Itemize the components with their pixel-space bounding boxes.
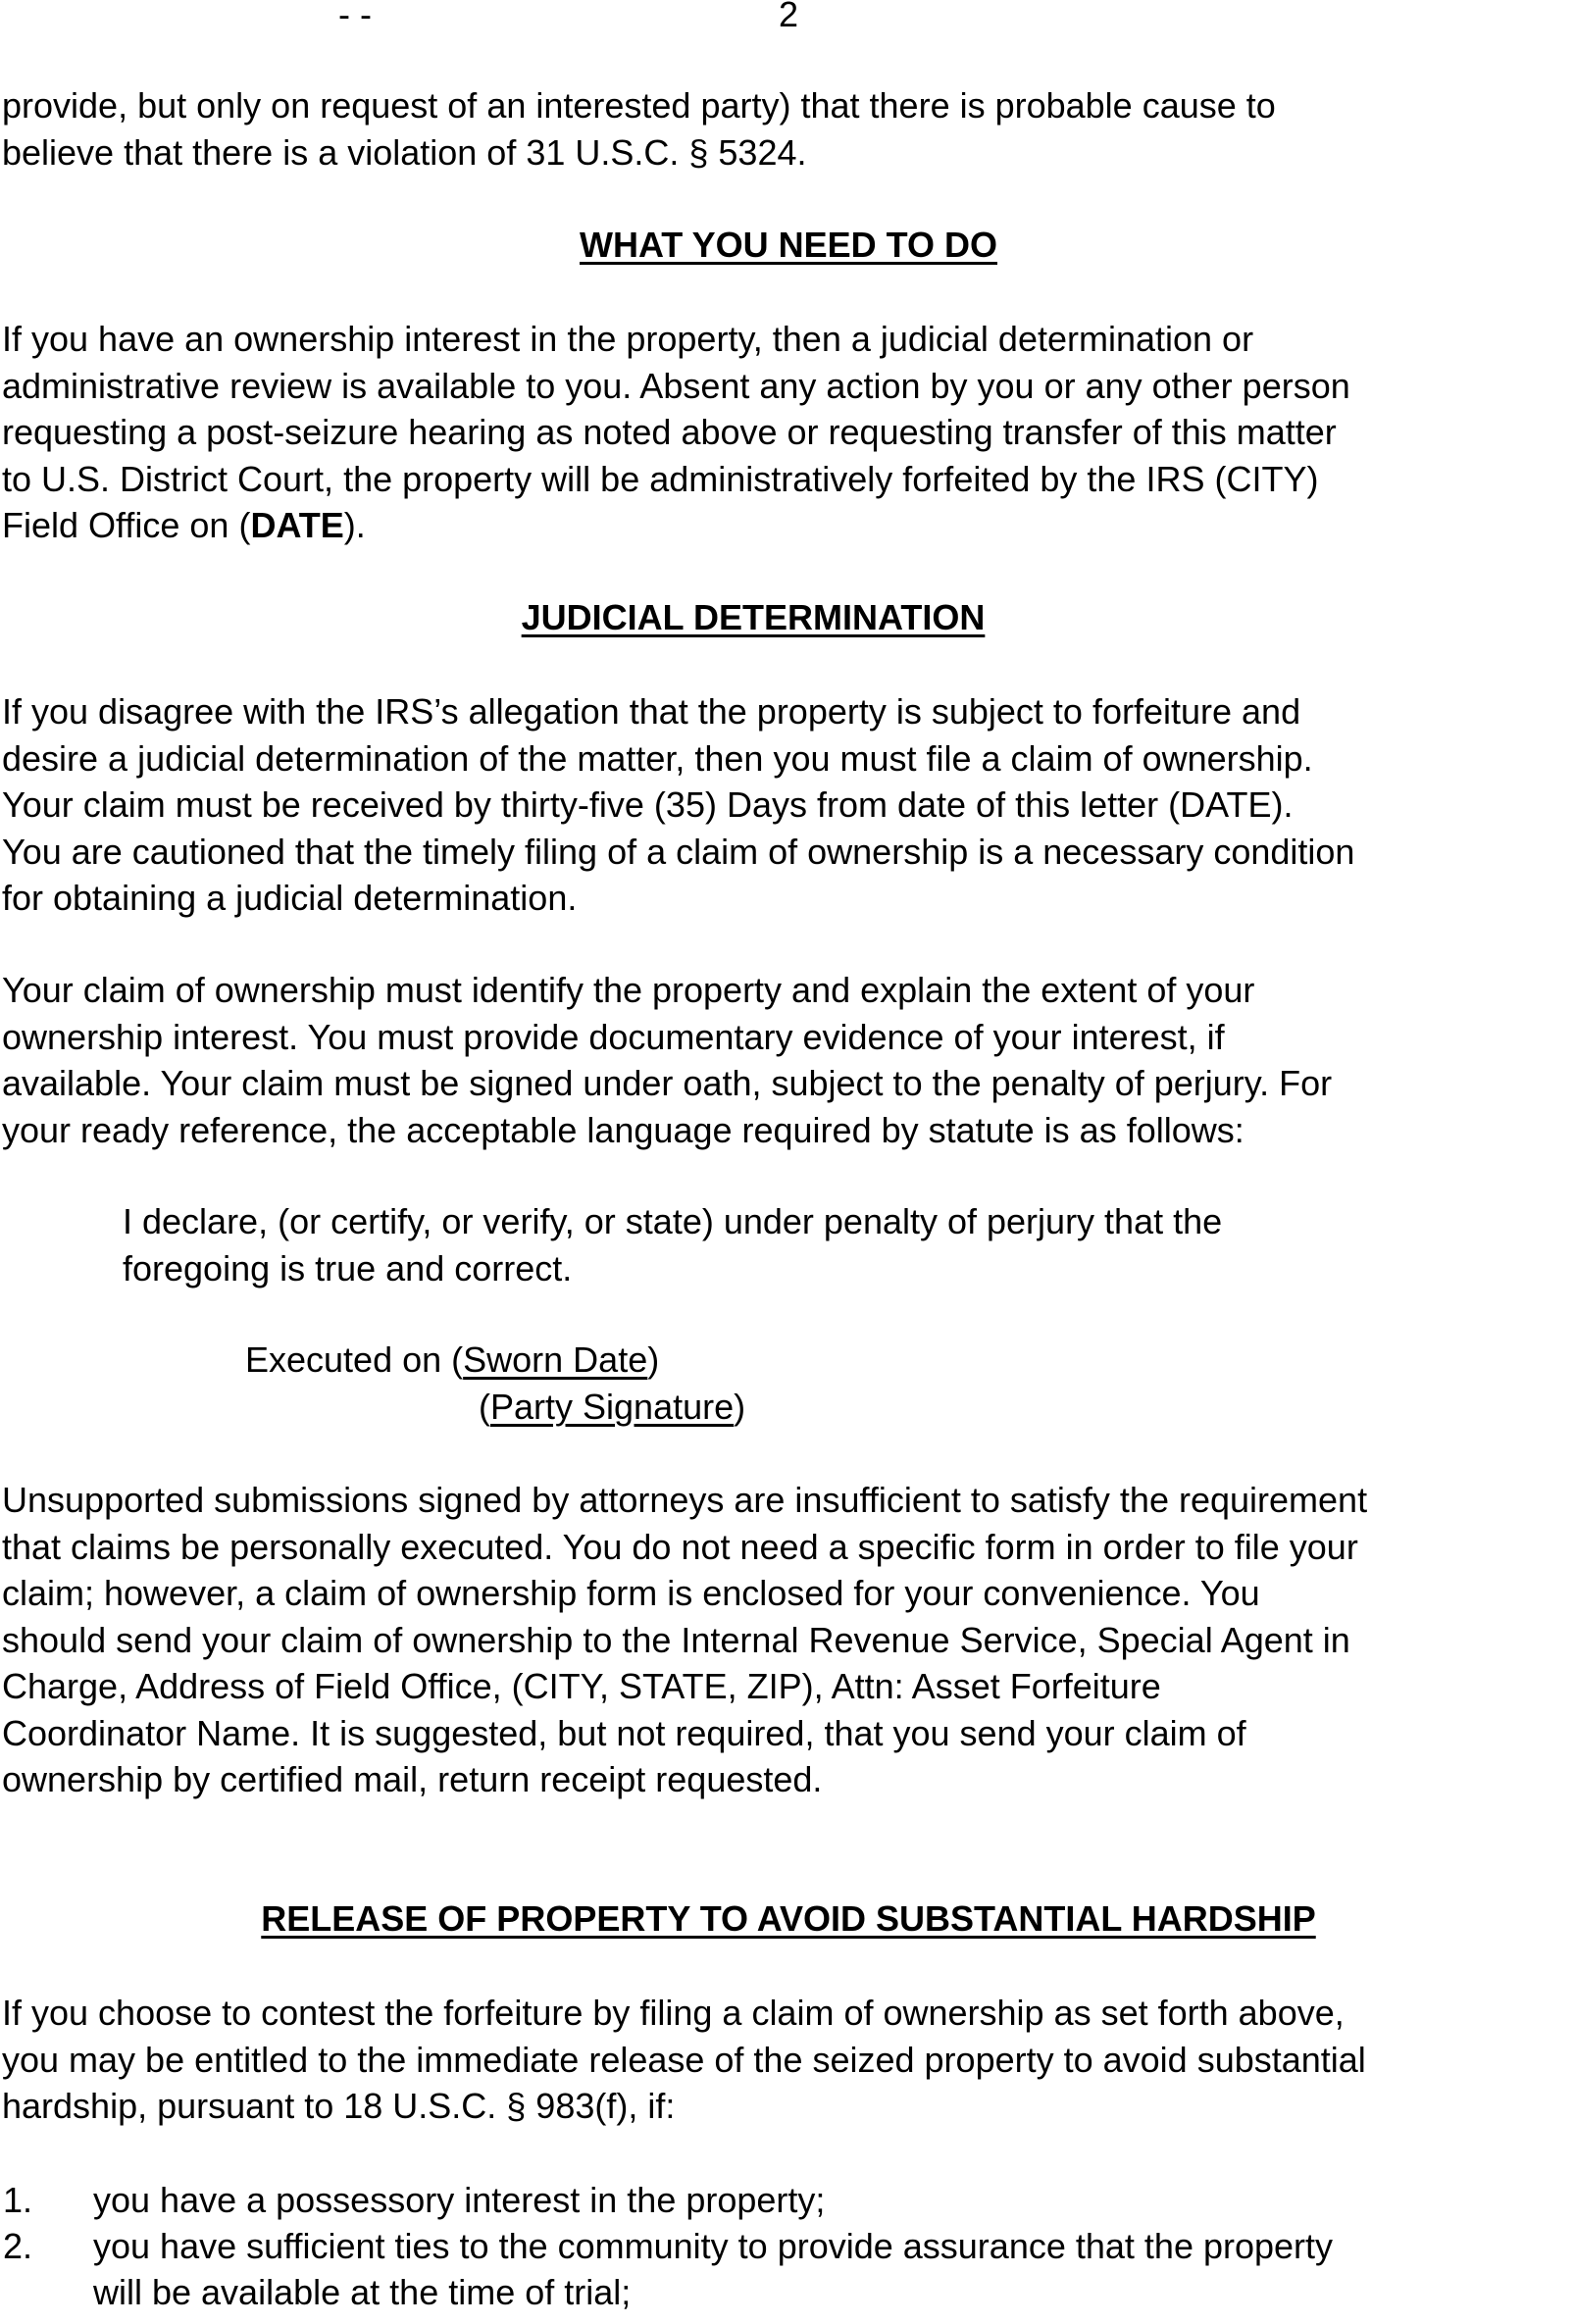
- text-line: Charge, Address of Field Office, (CITY, STATE, ZIP), Attn: Asset Forfeiture: [2, 1666, 1161, 1706]
- text-line: you may be entitled to the immediate release of the seized property to avoid substantial: [2, 2039, 1366, 2080]
- list-item-continuation: will be available at the time of trial;: [93, 2272, 632, 2312]
- list-item: you have a possessory interest in the property;: [93, 2180, 826, 2220]
- party-signature-placeholder: Party Signature: [490, 1387, 735, 1427]
- text-line: to U.S. District Court, the property will be administratively forfeited by the IRS (CITY): [2, 458, 1319, 499]
- list-number: 2.: [3, 2226, 33, 2266]
- executed-on-line: [245, 1337, 659, 1384]
- text-line: If you have an ownership interest in the property, then a judicial determination or: [2, 319, 1254, 359]
- declaration-quote: [123, 1198, 1222, 1291]
- paragraph-claim-requirements: [2, 967, 1332, 1153]
- text-line: provide, but only on request of an interested party) that there is probable cause to: [2, 85, 1276, 126]
- text-line: administrative review is available to you. Absent any action by you or any other person: [2, 365, 1350, 406]
- text-line: foregoing is true and correct.: [123, 1247, 573, 1288]
- header-marker: - -: [338, 0, 372, 34]
- text-segment: ): [734, 1387, 746, 1427]
- text-line: If you choose to contest the forfeiture by filing a claim of ownership as set forth above,: [2, 1993, 1345, 2033]
- text-line: claim; however, a claim of ownership form is enclosed for your convenience. You: [2, 1573, 1260, 1613]
- text-segment: ): [647, 1339, 660, 1380]
- text-line: your ready reference, the acceptable language required by statute is as follows:: [2, 1109, 1244, 1150]
- text-line: for obtaining a judicial determination.: [2, 878, 578, 918]
- heading-judicial-determination: JUDICIAL DETERMINATION: [521, 597, 986, 637]
- text-segment: ).: [343, 505, 366, 545]
- text-line: available. Your claim must be signed under oath, subject to the penalty of perjury. For: [2, 1063, 1333, 1103]
- date-placeholder: DATE: [250, 505, 344, 545]
- text-line: that claims be personally executed. You do not need a specific form in order to file your: [2, 1526, 1358, 1567]
- list-number: 1.: [3, 2180, 33, 2220]
- text-segment: Field Office on (: [2, 505, 251, 545]
- page-number: 2: [779, 0, 799, 34]
- text-line: believe that there is a violation of 31 U.S.C. § 5324.: [2, 131, 807, 173]
- party-signature-line: [479, 1384, 745, 1431]
- text-line: Coordinator Name. It is suggested, but not required, that you send your claim of: [2, 1712, 1246, 1753]
- sworn-date-placeholder: Sworn Date: [463, 1339, 648, 1380]
- text-line: ownership interest. You must provide documentary evidence of your interest, if: [2, 1016, 1225, 1057]
- text-segment: (: [479, 1387, 490, 1427]
- text-line: Your claim of ownership must identify the property and explain the extent of your: [2, 970, 1255, 1010]
- text-line: should send your claim of ownership to the Internal Revenue Service, Special Agent in: [2, 1619, 1350, 1660]
- paragraph-release-conditions: [2, 1990, 1366, 2130]
- paragraph-submission-instructions: [2, 1477, 1367, 1803]
- list-item: you have sufficient ties to the community to provide assurance that the property: [93, 2226, 1334, 2266]
- heading-what-you-need-to-do: WHAT YOU NEED TO DO: [579, 225, 998, 265]
- text-line: If you disagree with the IRS’s allegation that the property is subject to forfeiture and: [2, 691, 1301, 732]
- heading-release-of-property: RELEASE OF PROPERTY TO AVOID SUBSTANTIAL HARDSHIP: [261, 1898, 1316, 1939]
- text-segment: Executed on (: [245, 1339, 464, 1380]
- text-line: I declare, (or certify, or verify, or state) under penalty of perjury that the: [123, 1201, 1223, 1241]
- paragraph-what-you-need-to-do: [2, 316, 1350, 549]
- text-line: desire a judicial determination of the matter, then you must file a claim of ownership.: [2, 737, 1313, 779]
- text-line: Your claim must be received by thirty-five (35) Days from date of this letter (DATE).: [2, 784, 1294, 825]
- paragraph-probable-cause: [2, 82, 1276, 176]
- conditions-list: [0, 2177, 1574, 2324]
- text-line: Unsupported submissions signed by attorneys are insufficient to satisfy the requirement: [2, 1480, 1368, 1520]
- text-line: [2, 502, 1350, 549]
- paragraph-judicial-determination: [2, 688, 1354, 922]
- text-line: ownership by certified mail, return receipt requested.: [2, 1759, 823, 1799]
- text-line: hardship, pursuant to 18 U.S.C. § 983(f), if:: [2, 2086, 676, 2126]
- text-line: You are cautioned that the timely filing of a claim of ownership is a necessary condition: [2, 831, 1355, 872]
- text-line: requesting a post-seizure hearing as noted above or requesting transfer of this matter: [2, 412, 1337, 452]
